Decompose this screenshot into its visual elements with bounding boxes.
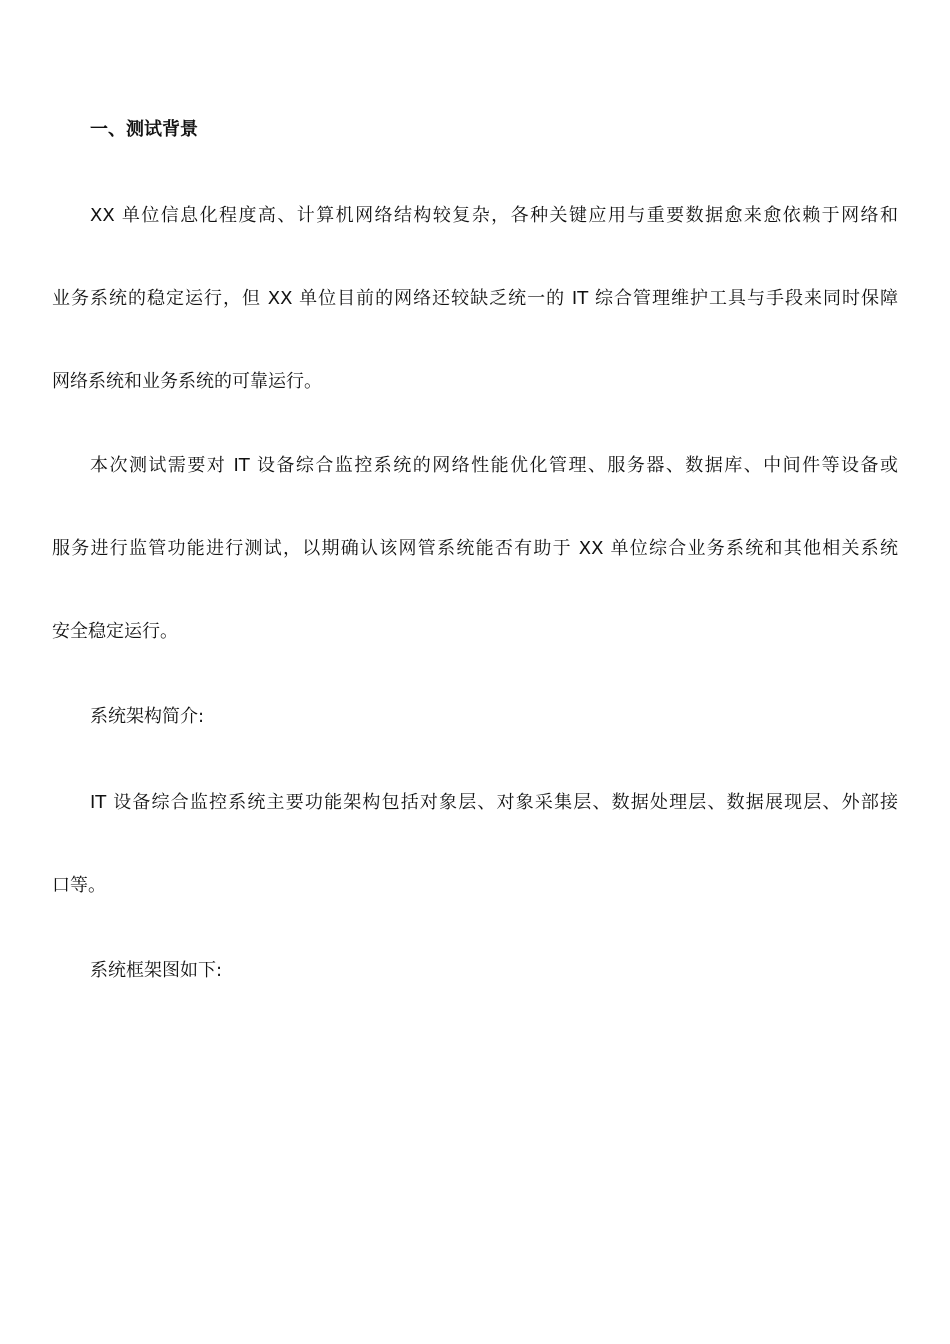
section-heading: 一、测试背景 bbox=[90, 119, 198, 140]
paragraph-line: 业务系统的稳定运行，但 XX 单位目前的网络还较缺乏统一的 IT 综合管理维护工具与手段来同时保障 bbox=[52, 288, 898, 309]
paragraph-line: 本次测试需要对 IT 设备综合监控系统的网络性能优化管理、服务器、数据库、中间件等设备或 bbox=[90, 455, 898, 476]
framework-caption: 系统框架图如下: bbox=[90, 960, 223, 981]
paragraph-line: XX 单位信息化程度高、计算机网络结构较复杂，各种关键应用与重要数据愈来愈依赖于网络和 bbox=[90, 205, 898, 226]
paragraph-line: 服务进行监管功能进行测试，以期确认该网管系统能否有助于 XX 单位综合业务系统和其他相关系统 bbox=[52, 538, 898, 559]
paragraph-line: 口等。 bbox=[52, 875, 106, 896]
paragraph-line: 安全稳定运行。 bbox=[52, 621, 178, 642]
paragraph-line: 网络系统和业务系统的可靠运行。 bbox=[52, 371, 322, 392]
paragraph-line: IT 设备综合监控系统主要功能架构包括对象层、对象采集层、数据处理层、数据展现层、外部接 bbox=[90, 792, 898, 813]
architecture-intro: 系统架构简介: bbox=[90, 706, 205, 727]
